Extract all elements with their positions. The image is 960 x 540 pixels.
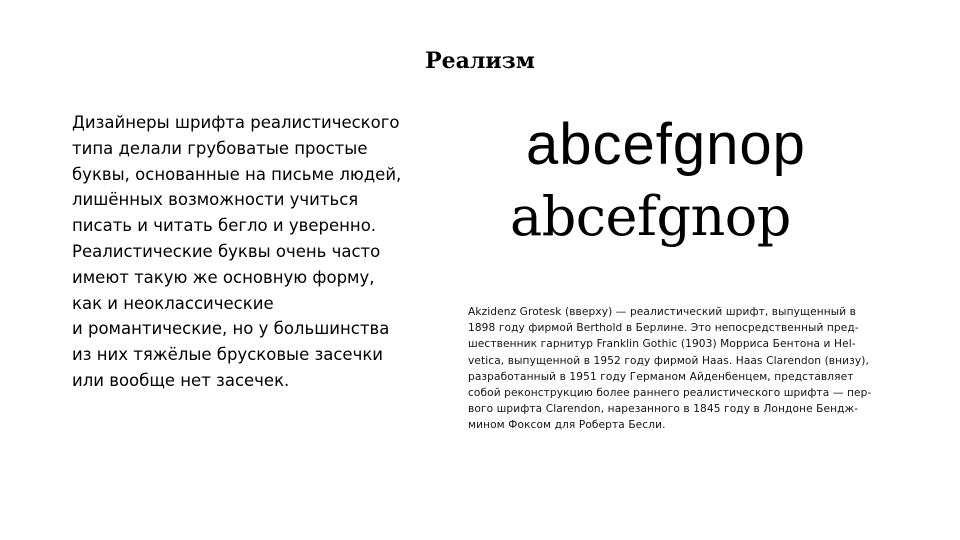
body-line: Дизайнеры шрифта реалистического: [72, 113, 400, 132]
body-line: и романтические, но у большинства: [72, 319, 390, 339]
body-line: буквы, основанные на письме людей,: [72, 164, 402, 184]
body-line: из них тяжёлые брусковые засечки: [72, 345, 384, 365]
caption-line: шественник гарнитур Franklin Gothic (1903) Морриса Бентона и Hel-: [468, 338, 856, 351]
caption-line: разработанный в 1951 году Германом Айденбенцем, представляет: [468, 370, 854, 383]
body-line: как и неоклассические: [72, 293, 274, 313]
caption-line: вого шрифта Clarendon, нарезанного в 1845 году в Лондоне Бендж-: [468, 403, 859, 416]
sample-haas-clarendon: abcefgnop: [510, 185, 791, 248]
body-line: имеют такую же основную форму,: [72, 267, 375, 287]
caption-line: vetica, выпущенной в 1952 году фирмой Haas. Haas Clarendon (внизу),: [468, 354, 869, 367]
type-specimen: [470, 110, 930, 254]
body-line: писать и читать бегло и уверенно.: [72, 216, 377, 236]
body-text: [72, 110, 442, 394]
caption-line: собой реконструкцию более раннего реалистического шрифта — пер-: [468, 387, 872, 400]
slide-title: [0, 46, 960, 76]
body-line: типа делали грубоватые простые: [72, 138, 368, 158]
caption-line: мином Фоксом для Роберта Бесли.: [468, 419, 666, 432]
specimen-caption: [468, 304, 918, 434]
sample-akzidenz-grotesk: abcefgnop: [526, 112, 806, 177]
body-line: Реалистические буквы очень часто: [72, 241, 381, 261]
caption-line: Akzidenz Grotesk (вверху) — реалистический шрифт, выпущенный в: [468, 306, 857, 318]
slide-title-text: Реализм: [425, 48, 535, 74]
body-line: или вообще нет засечек.: [72, 370, 290, 390]
caption-line: 1898 году фирмой Berthold в Берлине. Это непосредственный пред-: [468, 322, 859, 335]
body-line: лишённых возможности учиться: [72, 190, 359, 210]
